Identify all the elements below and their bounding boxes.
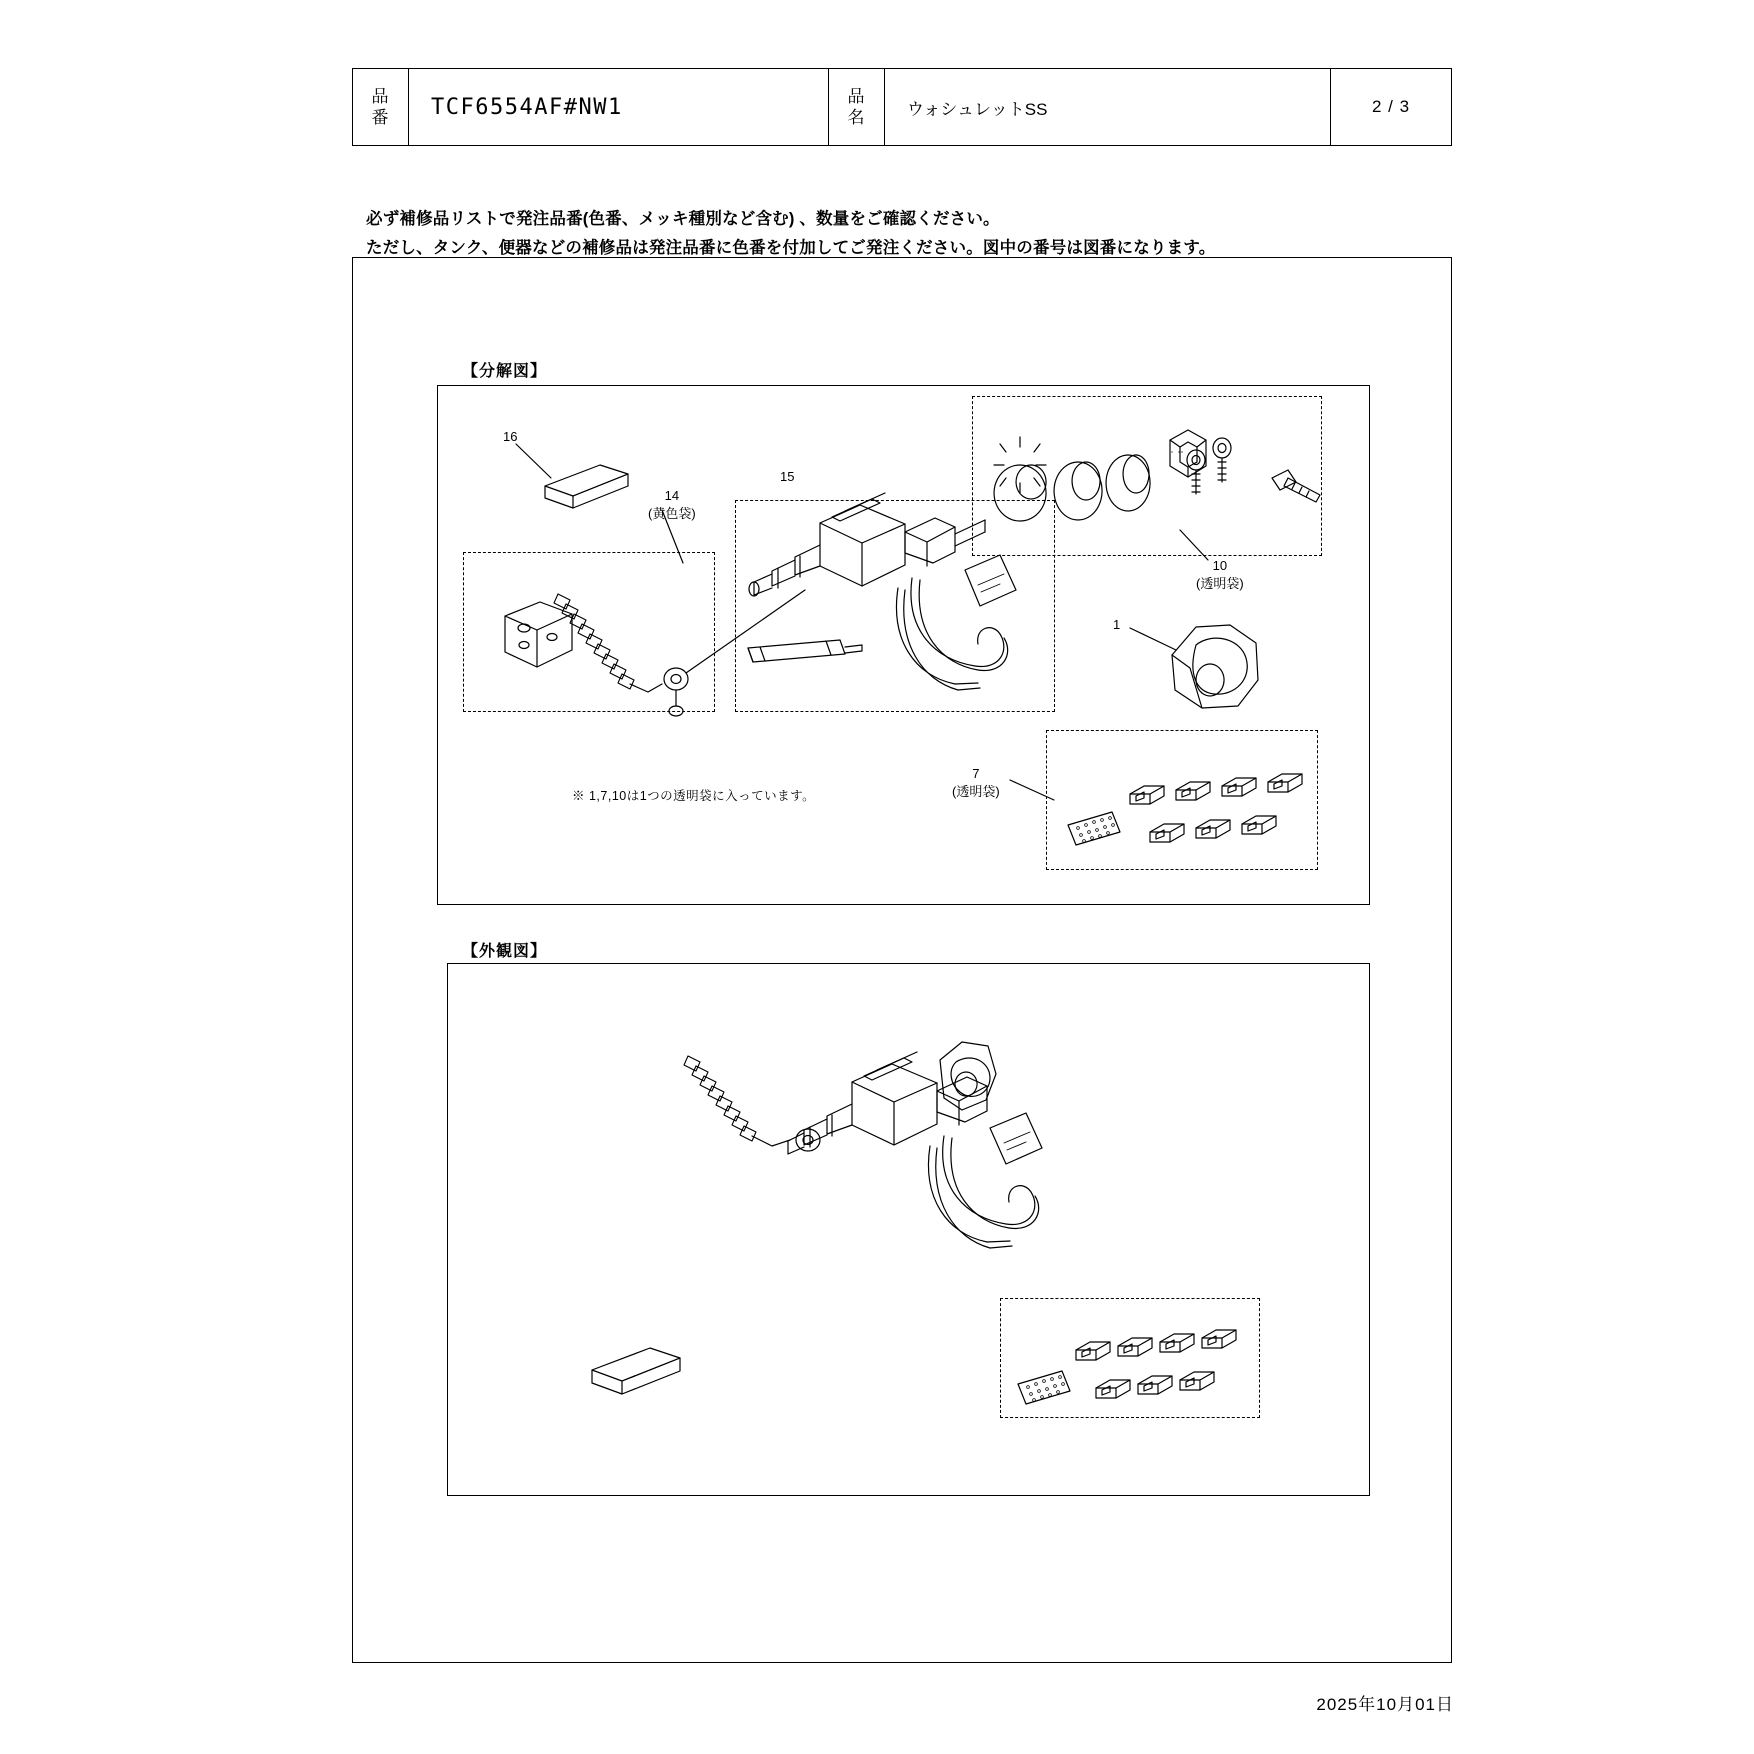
callout-15: 15 (780, 469, 795, 484)
product-name-label-line2: 名 (847, 108, 866, 127)
notes-line-2: ただし、タンク、便器などの補修品は発注品番に色番を付加してご発注ください。図中の番号は図番になります。 (366, 238, 1216, 257)
bag-remark: ※ 1,7,10は1つの透明袋に入っています。 (572, 789, 816, 803)
product-name-label (829, 69, 885, 145)
product-no-label-line2: 番 (371, 108, 390, 127)
product-no-label (353, 69, 409, 145)
callout-10 (1196, 557, 1244, 592)
external-view-label: 【外観図】 (462, 943, 548, 960)
product-name-label-line1: 品 (847, 86, 866, 106)
product-no-label-line1: 品 (371, 86, 390, 106)
callout-16: 16 (503, 429, 518, 444)
callout-7 (952, 765, 1000, 800)
page-number: 2 / 3 (1371, 97, 1411, 116)
callout-14-number: 14 (664, 488, 680, 503)
group-box-clear-bag (1046, 730, 1318, 870)
callout-1: 1 (1113, 617, 1121, 632)
callout-7-number: 7 (972, 766, 980, 781)
callout-10-number: 10 (1212, 558, 1228, 573)
product-name-value: ウォシュレットSS (885, 69, 1331, 145)
callout-7-bag: (透明袋) (952, 783, 1000, 799)
callout-14-bag: (黄色袋) (648, 505, 696, 521)
product-no-value: TCF6554AF#NW1 (409, 69, 829, 145)
callout-14 (648, 487, 696, 522)
header-table (352, 68, 1452, 146)
notes-block (366, 205, 1446, 263)
exploded-view-label: 【分解図】 (462, 363, 548, 380)
group-box-yellow-bag (463, 552, 715, 712)
group-box-clear-bag-external (1000, 1298, 1260, 1418)
group-box-valve-unit (735, 500, 1055, 712)
footer-date: 2025年10月01日 (1316, 1695, 1454, 1714)
callout-10-bag: (透明袋) (1196, 575, 1244, 591)
notes-line-1: 必ず補修品リストで発注品番(色番、メッキ種別など含む) 、数量をご確認ください。 (366, 210, 1000, 228)
